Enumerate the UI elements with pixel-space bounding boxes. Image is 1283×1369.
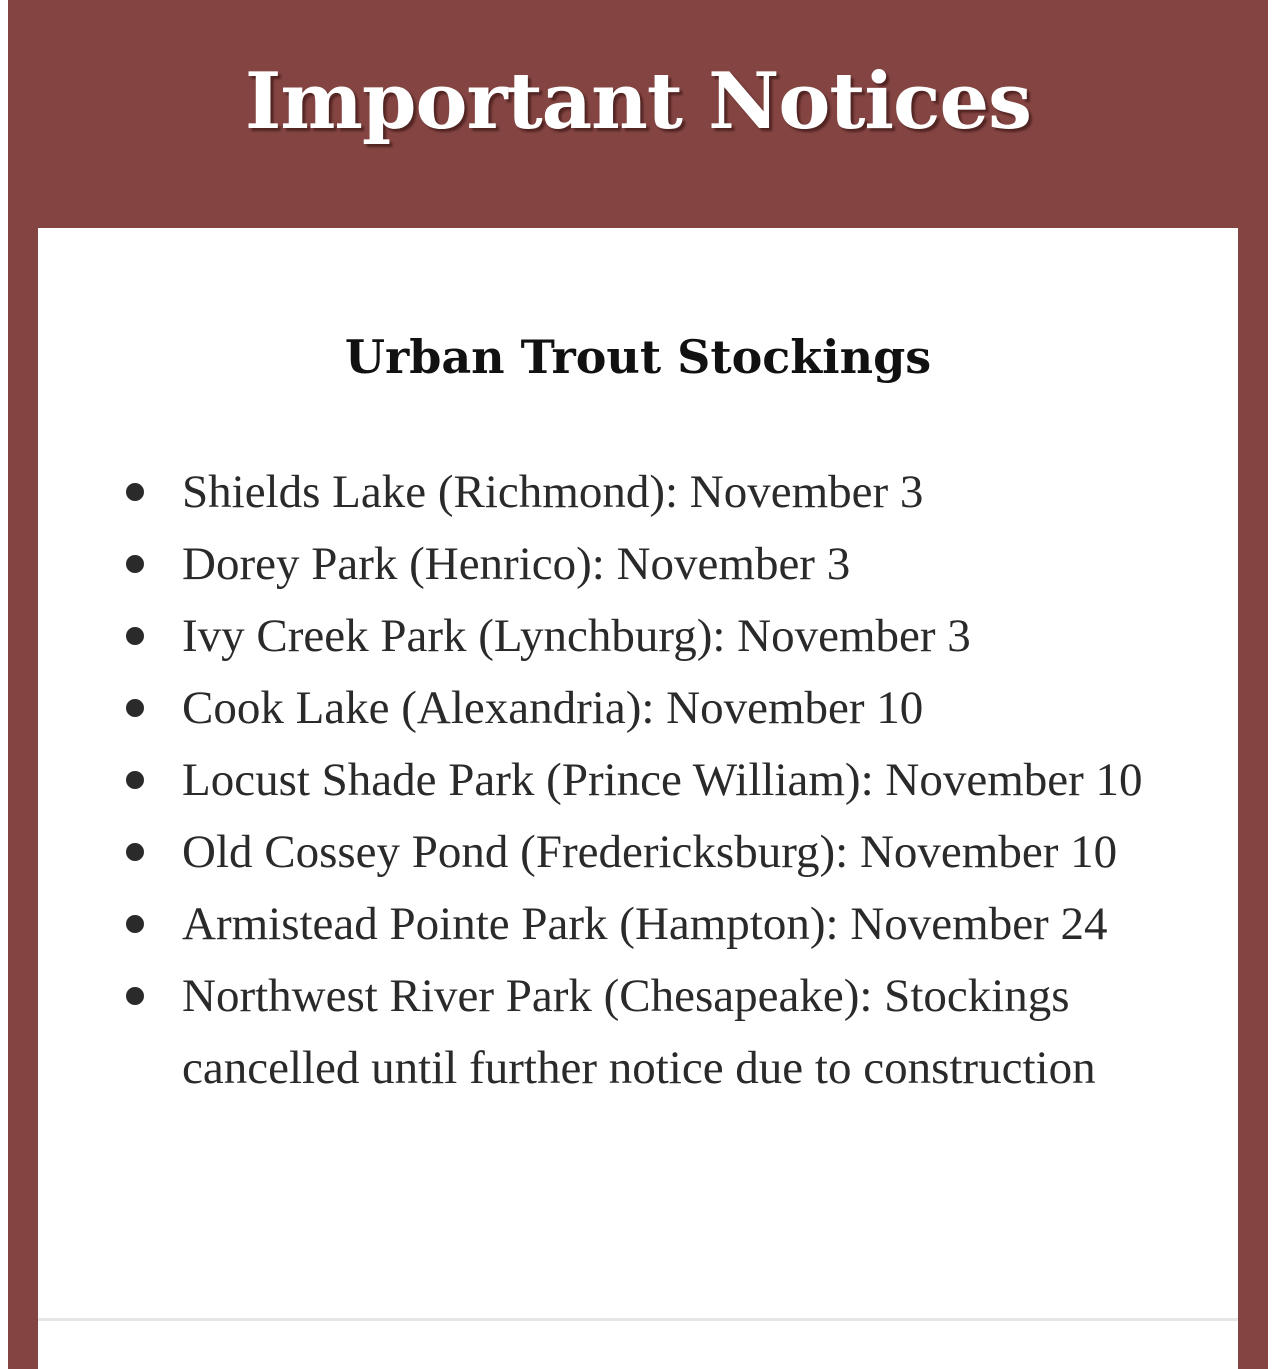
list-item	[38, 600, 1238, 672]
bullet-icon	[126, 915, 144, 933]
notice-card	[38, 228, 1238, 1369]
bullet-icon	[126, 699, 144, 717]
list-item	[38, 960, 1238, 1104]
bullet-icon	[126, 555, 144, 573]
section-title: Urban Trout Stockings	[344, 330, 932, 384]
list-item	[38, 456, 1238, 528]
bullet-icon	[126, 627, 144, 645]
list-item	[38, 528, 1238, 600]
list-item	[38, 816, 1238, 888]
stocking-list	[38, 456, 1238, 1104]
list-item-text: Armistead Pointe Park (Hampton): November 24	[182, 898, 1108, 950]
page-title: Important Notices	[244, 56, 1032, 147]
list-item-text: Dorey Park (Henrico): November 3	[182, 538, 851, 590]
bullet-icon	[126, 483, 144, 501]
notices-panel	[8, 0, 1268, 1369]
list-item	[38, 888, 1238, 960]
list-item-text: Locust Shade Park (Prince William): November 10	[182, 754, 1143, 806]
divider	[38, 1318, 1238, 1321]
list-item	[38, 672, 1238, 744]
bullet-icon	[126, 771, 144, 789]
list-item	[38, 744, 1238, 816]
list-item-text: Ivy Creek Park (Lynchburg): November 3	[182, 610, 971, 662]
list-item-text: Cook Lake (Alexandria): November 10	[182, 682, 924, 734]
list-item-text: Old Cossey Pond (Fredericksburg): November 10	[182, 826, 1118, 878]
bullet-icon	[126, 987, 144, 1005]
list-item-text: Northwest River Park (Chesapeake): Stockings cancelled until further notice due to construction	[182, 970, 1096, 1094]
bullet-icon	[126, 843, 144, 861]
list-item-text: Shields Lake (Richmond): November 3	[182, 466, 924, 518]
